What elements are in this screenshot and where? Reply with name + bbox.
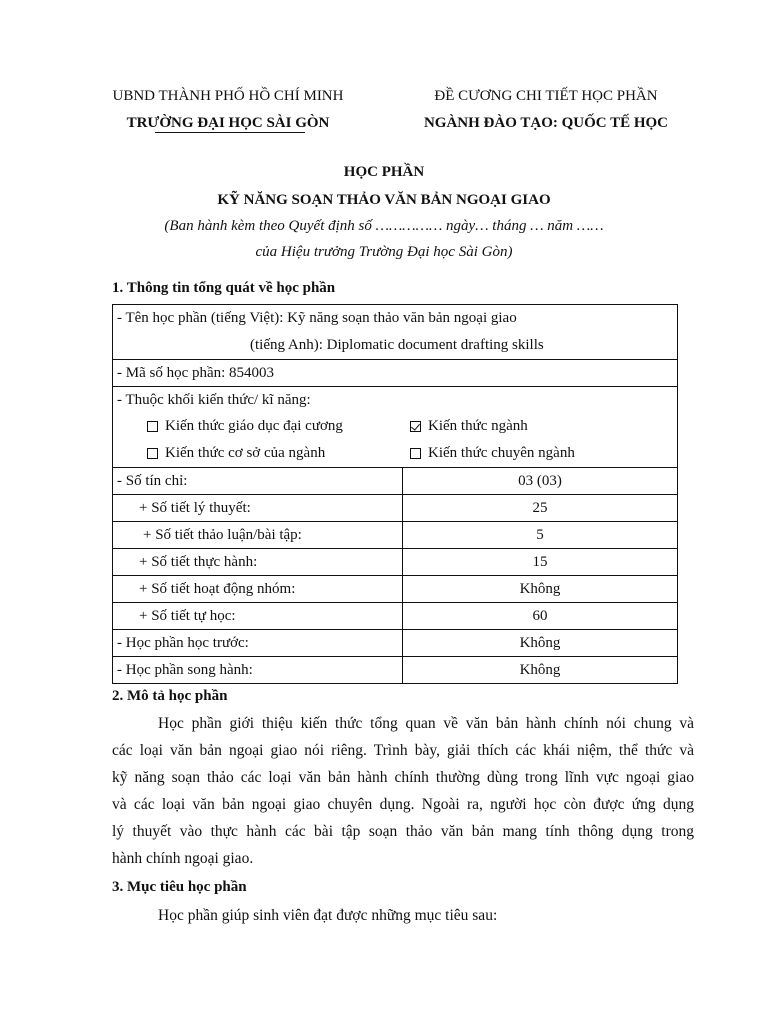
objectives-intro	[112, 902, 694, 929]
table-row	[113, 657, 678, 684]
row-label: + Số tiết lý thuyết:	[113, 495, 403, 522]
paragraph-line: hành chính ngoại giao.	[112, 850, 254, 867]
header-right	[404, 86, 688, 133]
table-row	[113, 549, 678, 576]
row-value: 25	[403, 495, 678, 522]
course-title: KỸ NĂNG SOẠN THẢO VĂN BẢN NGOẠI GIAO	[217, 192, 551, 208]
row-label: - Học phần song hành:	[113, 657, 403, 684]
row-value: 60	[403, 603, 678, 630]
table-row	[113, 468, 678, 495]
row-label: + Số tiết thực hành:	[113, 549, 403, 576]
row-value: 15	[403, 549, 678, 576]
course-description	[112, 710, 694, 872]
training-major: NGÀNH ĐÀO TẠO: QUỐC TẾ HỌC	[423, 115, 669, 131]
title-label: HỌC PHẦN	[343, 164, 425, 180]
row-value: Không	[403, 630, 678, 657]
option-foundation	[117, 440, 410, 467]
paragraph-line: kỹ năng soạn thảo các loại văn bản hành chính thường dùng trong lĩnh vực ngoại giao	[112, 769, 694, 786]
table-row	[113, 630, 678, 657]
option-label: Kiến thức ngành	[428, 418, 528, 434]
table-row	[113, 576, 678, 603]
course-code: - Mã số học phần: 854003	[113, 360, 678, 387]
option-label: Kiến thức cơ sở của ngành	[165, 445, 326, 461]
decision-note: (Ban hành kèm theo Quyết định số …………… ngày… tháng … năm ……	[164, 218, 604, 234]
row-label: - Số tín chỉ:	[113, 468, 403, 495]
table-row	[113, 495, 678, 522]
decision-note-2: của Hiệu trưởng Trường Đại học Sài Gòn)	[255, 244, 513, 260]
option-specialization	[410, 440, 670, 467]
checkbox-icon	[410, 448, 421, 459]
document-type: ĐỀ CƯƠNG CHI TIẾT HỌC PHẦN	[434, 88, 658, 104]
option-label: Kiến thức chuyên ngành	[428, 445, 575, 461]
row-value: Không	[403, 576, 678, 603]
header-underline	[155, 132, 305, 133]
table-row	[113, 360, 678, 387]
row-label: - Học phần học trước:	[113, 630, 403, 657]
option-label: Kiến thức giáo dục đại cương	[165, 418, 343, 434]
paragraph-line: lý thuyết vào thực hành các bài tập soạn thảo văn bản mang tính thông dụng trong	[112, 823, 694, 840]
course-name-vi: - Tên học phần (tiếng Việt): Kỹ năng soạn thảo văn bản ngoại giao	[117, 310, 517, 326]
row-label: + Số tiết tự học:	[113, 603, 403, 630]
paragraph-line: Học phần giúp sinh viên đạt được những mục tiêu sau:	[158, 907, 498, 924]
row-label: + Số tiết thảo luận/bài tập:	[113, 522, 403, 549]
table-row	[113, 387, 678, 468]
paragraph-line: Học phần giới thiệu kiến thức tổng quan về văn bản hành chính nói chung và	[158, 715, 694, 732]
city-committee: UBND THÀNH PHỐ HỒ CHÍ MINH	[112, 88, 344, 104]
paragraph-line: các loại văn bản ngoại giao nói riêng. Trình bày, giải thích các khái niệm, thể thức và	[112, 742, 694, 759]
title-block	[80, 162, 688, 262]
section-1-heading: 1. Thông tin tổng quát về học phần	[112, 280, 336, 296]
row-value: 03 (03)	[403, 468, 678, 495]
knowledge-block-label: - Thuộc khối kiến thức/ kĩ năng:	[117, 392, 311, 408]
checked-checkbox-icon	[410, 421, 421, 432]
header-left	[92, 86, 364, 133]
checkbox-icon	[147, 421, 158, 432]
knowledge-block-cell	[113, 387, 678, 468]
course-info-table	[112, 304, 678, 684]
table-row	[113, 522, 678, 549]
table-row	[113, 603, 678, 630]
university-name: TRƯỜNG ĐẠI HỌC SÀI GÒN	[126, 115, 330, 131]
section-3-heading: 3. Mục tiêu học phần	[112, 879, 247, 895]
option-major	[410, 413, 670, 440]
section-2-heading: 2. Mô tả học phần	[112, 688, 228, 704]
course-name-cell	[113, 305, 678, 360]
row-value: Không	[403, 657, 678, 684]
option-general-education	[117, 413, 410, 440]
table-row	[113, 305, 678, 360]
course-name-en: (tiếng Anh): Diplomatic document drafting skills	[250, 337, 544, 353]
paragraph-line: và các loại văn bản ngoại giao chuyên dụng. Ngoài ra, người học còn được ứng dụng	[112, 796, 694, 813]
row-label: + Số tiết hoạt động nhóm:	[113, 576, 403, 603]
row-value: 5	[403, 522, 678, 549]
checkbox-icon	[147, 448, 158, 459]
